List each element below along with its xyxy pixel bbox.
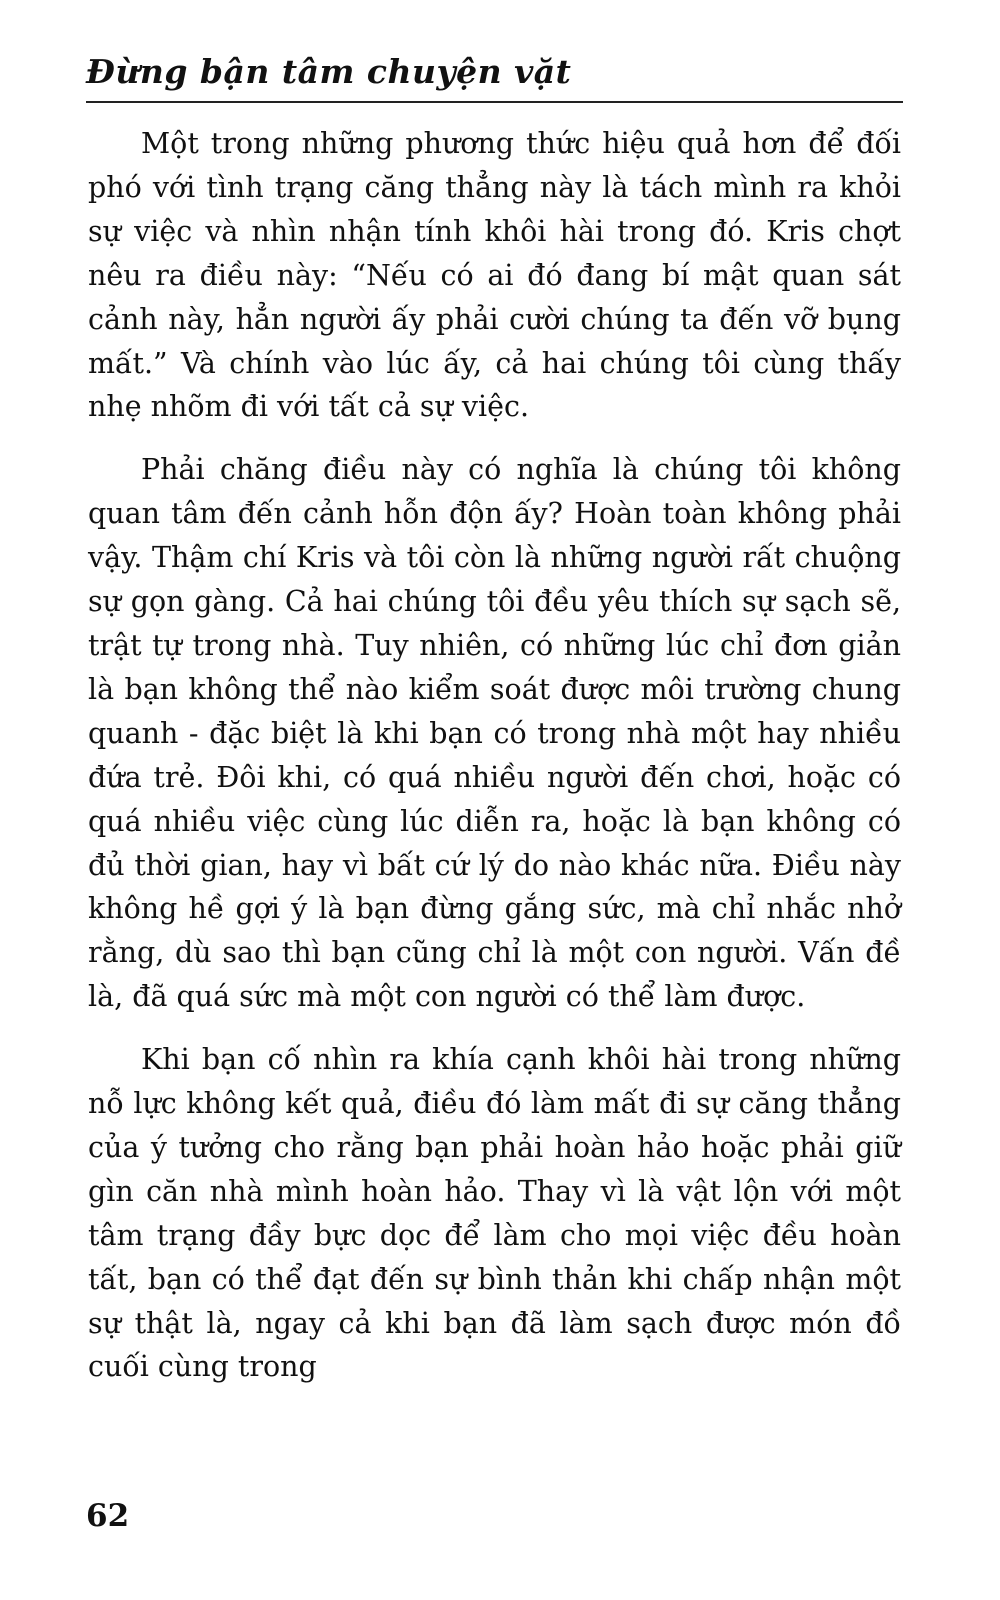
paragraph-1: Một trong những phương thức hiệu quả hơn để đối phó với tình trạng căng thẳng này là tách mình ra khỏi sự việc và nhìn nhận tính khôi hài trong đó. Kris chợt nêu ra điều này: “Nếu có ai đó đang bí mật quan sát cảnh này, hẳn người ấy phải cười chúng ta đến vỡ bụng mất.” Và chính vào lúc ấy, cả hai chúng tôi cùng thấy nhẹ nhõm đi với tất cả sự việc. xyxy=(88,127,901,424)
header-rule xyxy=(86,101,903,103)
running-header-title: Đừng bận tâm chuyện vặt xyxy=(86,52,572,91)
page-number: 62 xyxy=(86,1498,130,1534)
paragraph-3: Khi bạn cố nhìn ra khía cạnh khôi hài trong những nỗ lực không kết quả, điều đó làm mất đi sự căng thẳng của ý tưởng cho rằng bạn phải hoàn hảo hoặc phải giữ gìn căn nhà mình hoàn hảo. Thay vì là vật lộn với một tâm trạng đầy bực dọc để làm cho mọi việc đều hoàn tất, bạn có thể đạt đến sự bình thản khi chấp nhận một sự thật là, ngay cả khi bạn đã làm sạch được món đồ cuối cùng trong xyxy=(88,1043,901,1384)
body-text xyxy=(88,122,901,1408)
paragraph-2: Phải chăng điều này có nghĩa là chúng tôi không quan tâm đến cảnh hỗn độn ấy? Hoàn toàn không phải vậy. Thậm chí Kris và tôi còn là những người rất chuộng sự gọn gàng. Cả hai chúng tôi đều yêu thích sự sạch sẽ, trật tự trong nhà. Tuy nhiên, có những lúc chỉ đơn giản là bạn không thể nào kiểm soát được môi trường chung quanh - đặc biệt là khi bạn có trong nhà một hay nhiều đứa trẻ. Đôi khi, có quá nhiều người đến chơi, hoặc có quá nhiều việc cùng lúc diễn ra, hoặc là bạn không có đủ thời gian, hay vì bất cứ lý do nào khác nữa. Điều này không hề gợi ý là bạn đừng gắng sức, mà chỉ nhắc nhở rằng, dù sao thì bạn cũng chỉ là một con người. Vấn đề là, đã quá sức mà một con người có thể làm được. xyxy=(88,453,901,1014)
